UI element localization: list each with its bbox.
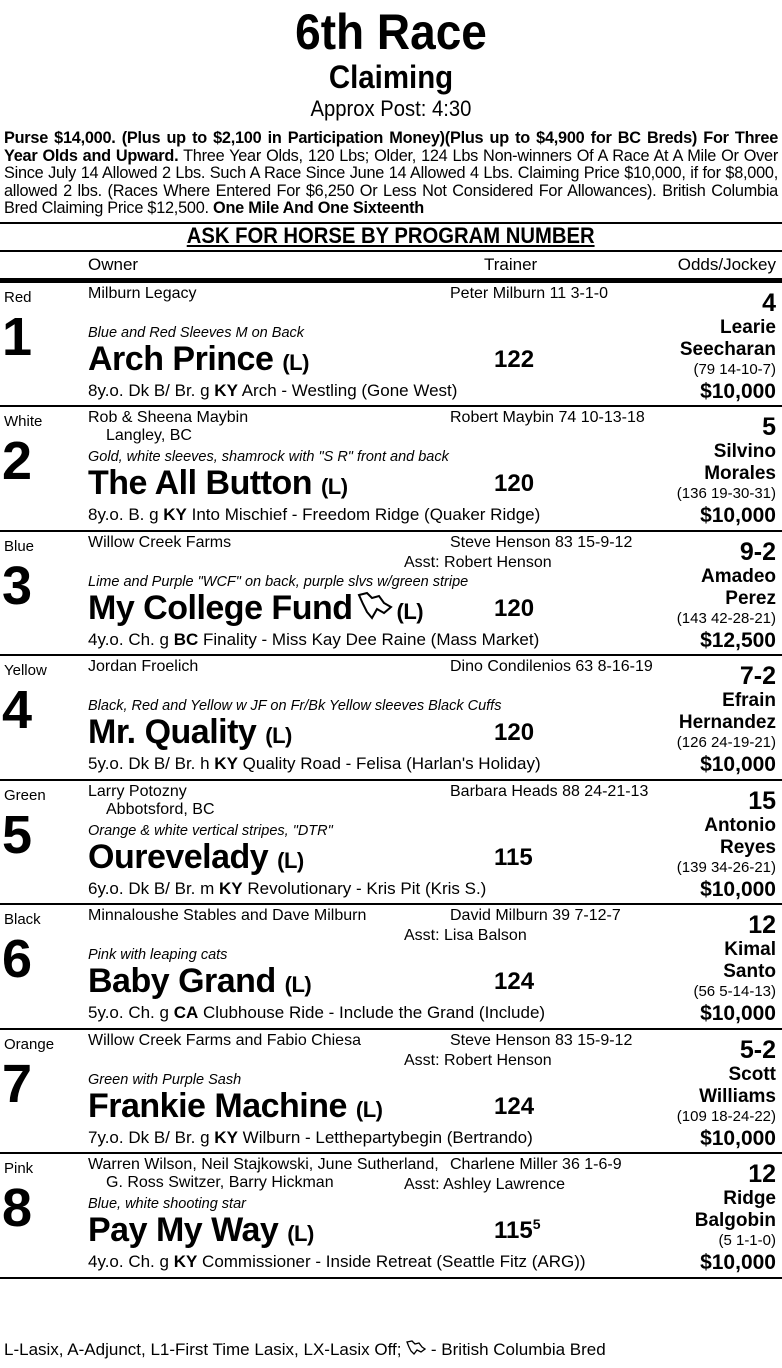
entries-list: [0, 283, 782, 1279]
jockey-last: Seecharan: [679, 338, 776, 360]
breeding: [88, 630, 539, 650]
jockey-first: Learie: [720, 316, 776, 338]
breeding-state: KY: [173, 1252, 198, 1272]
conditions-body: Three Year Olds, 120 Lbs; Older, 124 Lbs Non-winners Of A Race At A Mile Or Over Since July 14 Allowed 2 Lbs. Such A Race Since June 14 Allowed 4 Lbs. Claiming Price $10,000, if for $8,000, allowed 2 lbs. (Races Where Entered For $6,250 Or Less Not Considered For Allowances). British Columbia Bred Claiming Price $12,500.: [4, 146, 778, 218]
weight: [494, 967, 534, 996]
owner: [88, 907, 366, 925]
jockey-record: (143 42-28-21): [676, 609, 776, 627]
weight: [494, 843, 533, 872]
jockey-last: Williams: [699, 1085, 776, 1107]
conditions-lead: Purse $14,000. (Plus up to $2,100 in Participation Money)(Plus up to $4,900 for BC Breds) For Three Year Olds and Upward.: [4, 129, 778, 165]
program-number: 1: [2, 306, 33, 367]
ask-banner: [0, 222, 782, 250]
saddle-color: Yellow: [4, 662, 47, 680]
owner: [88, 409, 248, 445]
entry-row: [0, 407, 782, 532]
col-odds-jockey: Odds/Jockey: [677, 254, 776, 274]
owner: [88, 658, 198, 676]
claiming-price: $10,000: [700, 1126, 776, 1150]
medication: (L): [355, 1096, 383, 1122]
breeding-state: CA: [173, 1003, 199, 1023]
silks-description: Pink with leaping cats: [88, 947, 228, 964]
claiming-price: $10,000: [700, 1251, 776, 1275]
claiming-price: $10,000: [700, 877, 776, 901]
program-number: 8: [2, 1178, 33, 1239]
jockey-last: Perez: [725, 587, 776, 609]
medication: (L): [282, 349, 309, 375]
program-number: 2: [2, 431, 33, 492]
horse: [88, 463, 348, 507]
medication: (L): [287, 1221, 314, 1247]
owner: [88, 285, 197, 303]
jockey-first: Kimal: [724, 939, 776, 961]
silks-description: Green with Purple Sash: [88, 1071, 242, 1088]
trainer: Steve Henson 83 15-9-12: [450, 1031, 633, 1049]
jockey: [679, 690, 776, 734]
saddle-color: White: [4, 413, 43, 431]
program-number: 5: [2, 804, 33, 865]
owner-location: Langley, BC: [106, 427, 192, 445]
breeding: [88, 1003, 545, 1023]
horse: [88, 339, 309, 383]
entry-row: [0, 1030, 782, 1155]
horse: [88, 588, 423, 632]
weight-value: 122: [494, 345, 535, 373]
jockey-first: Amadeo: [701, 565, 776, 587]
owner-name: Rob & Sheena Maybin: [88, 409, 249, 427]
trainer: Peter Milburn 11 3-1-0: [450, 284, 608, 302]
horse-name: Baby Grand: [88, 962, 276, 1001]
owner-name: Milburn Legacy: [88, 284, 197, 302]
silks-description: Black, Red and Yellow w JF on Fr/Bk Yellow sleeves Black Cuffs: [88, 698, 502, 715]
breeding-state: KY: [214, 380, 238, 400]
horse-name: The All Button: [88, 464, 313, 503]
saddle-color: Blue: [4, 537, 35, 555]
column-header: [0, 250, 782, 283]
horse-name: Ourevelady: [88, 837, 269, 876]
claiming-price: $10,000: [700, 379, 776, 403]
weight-value: 124: [494, 968, 535, 996]
footer-legend: [4, 1340, 606, 1361]
owner: [88, 783, 215, 819]
program-number: 3: [2, 555, 33, 616]
morning-line-odds: 15: [748, 786, 776, 815]
weight-value: 120: [494, 719, 535, 747]
jockey-record: (136 19-30-31): [676, 485, 776, 503]
saddle-color: Red: [4, 288, 32, 306]
weight-value: 120: [494, 594, 535, 622]
weight-value: 120: [494, 470, 535, 498]
owner-name: Minnaloushe Stables and Dave Milburn: [88, 907, 367, 925]
jockey-record: (56 5-14-13): [693, 983, 776, 1001]
breeding-age-sex: 7y.o. Dk B/ Br. g: [88, 1127, 215, 1147]
trainer: Dino Condilenios 63 8-16-19: [450, 658, 653, 676]
owner-location: Abbotsford, BC: [106, 800, 215, 818]
horse: [88, 1210, 314, 1254]
bc-map-icon: [357, 590, 393, 630]
breeding-pedigree: Quality Road - Felisa (Harlan's Holiday): [237, 754, 541, 774]
jockey-last: Balgobin: [694, 1210, 776, 1232]
breeding-pedigree: Finality - Miss Kay Dee Raine (Mass Market): [198, 629, 540, 649]
claiming-price: $10,000: [700, 753, 776, 777]
medication: (L): [284, 972, 312, 998]
ask-banner-text: ASK FOR HORSE BY PROGRAM NUMBER: [187, 222, 595, 248]
silks-description: Blue, white shooting star: [88, 1196, 246, 1213]
race-type: Claiming: [328, 59, 454, 95]
morning-line-odds: 9-2: [739, 537, 776, 566]
jockey: [680, 317, 776, 361]
saddle-color: Orange: [4, 1035, 55, 1053]
breeding: [88, 754, 541, 774]
weight: [494, 345, 534, 374]
jockey-last: Reyes: [720, 836, 776, 858]
owner-name: Larry Potozny: [88, 782, 187, 800]
silks-description: Lime and Purple "WCF" on back, purple slvs w/green stripe: [88, 573, 469, 590]
medication: (L): [277, 847, 304, 873]
saddle-color: Pink: [4, 1160, 34, 1178]
breeding-age-sex: 4y.o. Ch. g: [88, 629, 174, 649]
morning-line-odds: 5: [762, 413, 776, 442]
jockey: [704, 815, 776, 859]
breeding-age-sex: 5y.o. Dk B/ Br. h: [88, 754, 215, 774]
claiming-price: $10,000: [700, 504, 776, 528]
trainer: Barbara Heads 88 24-21-13: [450, 782, 649, 800]
entry-row: [0, 532, 782, 657]
breeding-pedigree: Revolutionary - Kris Pit (Kris S.): [242, 878, 487, 898]
jockey: [723, 939, 776, 983]
horse-name: Frankie Machine: [88, 1086, 347, 1125]
weight: [494, 469, 534, 498]
post-time: Approx Post: 4:30: [310, 96, 472, 121]
breeding-pedigree: Into Mischief - Freedom Ridge (Quaker Ridge): [186, 505, 541, 525]
bc-note: - British Columbia Bred: [426, 1340, 606, 1359]
owner: [88, 1032, 361, 1050]
breeding-age-sex: 8y.o. B. g: [88, 505, 164, 525]
medication: (L): [396, 598, 424, 624]
weight: [494, 1092, 534, 1121]
legend-text: L-Lasix, A-Adjunct, L1-First Time Lasix, LX-Lasix Off;: [4, 1340, 402, 1359]
jockey-first: Scott: [728, 1063, 776, 1085]
breeding: [88, 505, 540, 525]
assistant-trainer: Asst: Robert Henson: [404, 1051, 552, 1069]
horse-name: Arch Prince: [88, 339, 274, 378]
program-number: 7: [2, 1053, 33, 1114]
conditions-distance: One Mile And One Sixteenth: [213, 199, 424, 218]
jockey: [695, 1188, 776, 1232]
breeding-age-sex: 5y.o. Ch. g: [88, 1003, 174, 1023]
weight: [494, 594, 534, 623]
entry-row: [0, 781, 782, 906]
jockey-last: Morales: [704, 463, 776, 485]
owner: [88, 534, 231, 552]
saddle-color: Black: [4, 911, 41, 929]
horse-name: Pay My Way: [88, 1211, 279, 1250]
silks-description: Blue and Red Sleeves M on Back: [88, 324, 305, 341]
breeding-state: BC: [173, 629, 199, 649]
jockey-record: (126 24-19-21): [676, 734, 776, 752]
breeding-age-sex: 4y.o. Ch. g: [88, 1252, 174, 1272]
jockey: [704, 441, 776, 485]
col-owner: Owner: [88, 254, 139, 274]
breeding-state: KY: [163, 505, 187, 525]
horse-name: My College Fund: [88, 588, 353, 627]
breeding-pedigree: Arch - Westling (Gone West): [237, 380, 458, 400]
breeding: [88, 1128, 533, 1148]
silks-description: Orange & white vertical stripes, "DTR": [88, 822, 333, 839]
weight-allowance: 5: [532, 1216, 541, 1233]
weight: [494, 718, 534, 747]
jockey-record: (5 1-1-0): [718, 1232, 776, 1250]
col-trainer: Trainer: [484, 254, 538, 274]
weight-value: 115: [494, 1217, 533, 1245]
saddle-color: Green: [4, 786, 46, 804]
assistant-trainer: Asst: Robert Henson: [404, 553, 552, 571]
breeding: [88, 1252, 586, 1272]
trainer: Robert Maybin 74 10-13-18: [450, 409, 645, 427]
trainer: Charlene Miller 36 1-6-9: [450, 1156, 622, 1174]
horse: [88, 961, 311, 1005]
breeding-state: KY: [214, 1127, 238, 1147]
jockey: [701, 566, 776, 610]
program-number: 6: [2, 929, 33, 990]
horse: [88, 837, 304, 881]
jockey: [699, 1064, 776, 1108]
owner-name: Willow Creek Farms: [88, 533, 232, 551]
weight: [494, 1216, 541, 1245]
breeding-pedigree: Commissioner - Inside Retreat (Seattle Fitz (ARG)): [197, 1252, 586, 1272]
assistant-trainer: Asst: Lisa Balson: [404, 927, 527, 945]
race-title: 6th Race: [295, 4, 487, 60]
assistant-trainer: Asst: Ashley Lawrence: [404, 1176, 565, 1194]
breeding-state: KY: [214, 754, 238, 774]
jockey-record: (79 14-10-7): [693, 360, 776, 378]
morning-line-odds: 4: [762, 288, 776, 317]
jockey-last: Hernandez: [678, 712, 776, 734]
program-number: 4: [2, 680, 33, 741]
trainer: David Milburn 39 7-12-7: [450, 907, 621, 925]
horse-name: Mr. Quality: [88, 713, 257, 752]
horse: [88, 1086, 382, 1130]
trainer: Steve Henson 83 15-9-12: [450, 533, 633, 551]
jockey-first: Ridge: [723, 1188, 776, 1210]
jockey-record: (139 34-26-21): [676, 858, 776, 876]
morning-line-odds: 12: [748, 1160, 776, 1189]
entry-row: [0, 656, 782, 781]
breeding-state: KY: [219, 878, 243, 898]
medication: (L): [265, 723, 292, 749]
owner-name: Willow Creek Farms and Fabio Chiesa: [88, 1031, 361, 1049]
entry-row: [0, 905, 782, 1030]
owner-name: Jordan Froelich: [88, 658, 199, 676]
owner: [88, 1156, 439, 1192]
silks-description: Gold, white sleeves, shamrock with "S R" front and back: [88, 449, 449, 466]
owner-name: Warren Wilson, Neil Stajkowski, June Sutherland,: [88, 1156, 439, 1174]
horse: [88, 712, 292, 756]
weight-value: 115: [494, 843, 533, 871]
jockey-first: Silvino: [713, 441, 776, 463]
breeding: [88, 879, 486, 899]
breeding-pedigree: Clubhouse Ride - Include the Grand (Include): [198, 1003, 546, 1023]
jockey-first: Antonio: [704, 814, 776, 836]
morning-line-odds: 12: [748, 911, 776, 940]
bc-map-icon: [406, 1340, 426, 1361]
morning-line-odds: 5-2: [739, 1035, 776, 1064]
jockey-record: (109 18-24-22): [676, 1107, 776, 1125]
breeding-pedigree: Wilburn - Letthepartybegin (Bertrando): [237, 1127, 533, 1147]
breeding-age-sex: 6y.o. Dk B/ Br. m: [88, 878, 219, 898]
jockey-first: Efrain: [722, 690, 776, 712]
weight-value: 124: [494, 1092, 535, 1120]
entry-row: [0, 283, 782, 408]
race-header: [0, 0, 782, 122]
owner-location: G. Ross Switzer, Barry Hickman: [106, 1174, 334, 1192]
medication: (L): [320, 474, 348, 500]
breeding-age-sex: 8y.o. Dk B/ Br. g: [88, 380, 215, 400]
jockey-last: Santo: [723, 961, 776, 983]
entry-row: [0, 1154, 782, 1279]
breeding: [88, 381, 457, 401]
morning-line-odds: 7-2: [739, 662, 776, 691]
claiming-price: $12,500: [700, 628, 776, 652]
claiming-price: $10,000: [700, 1002, 776, 1026]
race-conditions: [4, 130, 778, 218]
